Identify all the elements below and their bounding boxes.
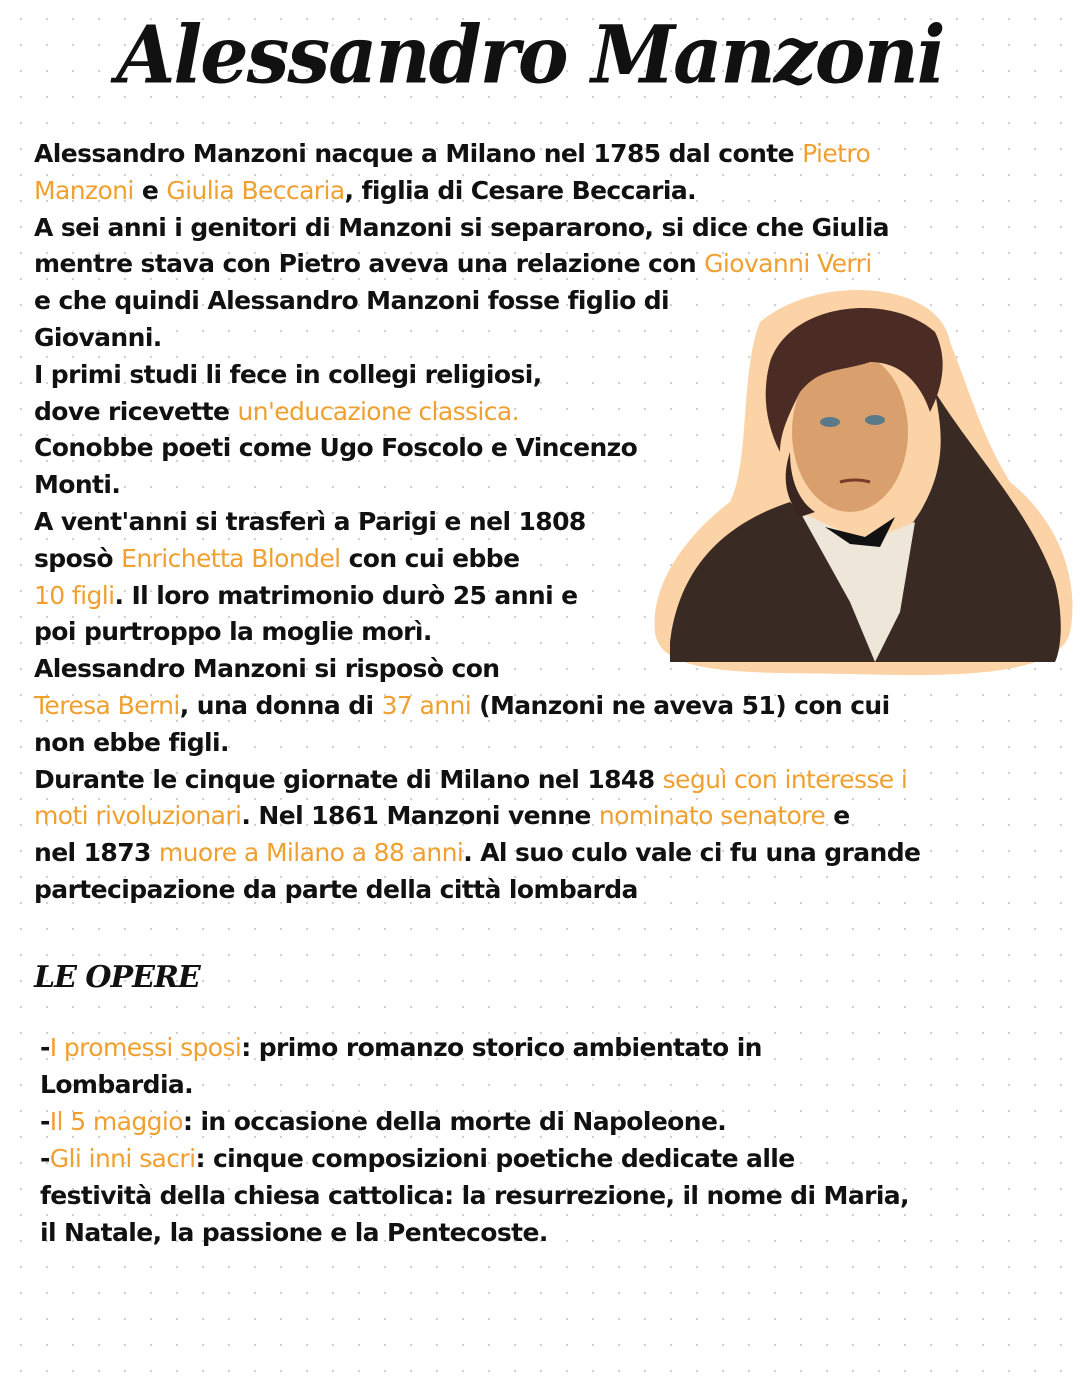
text-segment: festività della chiesa cattolica: la resurrezione, il nome di Maria, [40, 1181, 909, 1210]
text-segment: poi purtroppo la moglie morì. [34, 617, 432, 647]
text-segment: : primo romanzo storico ambientato in [241, 1033, 762, 1062]
highlighted-text: Giovanni Verri [704, 249, 872, 279]
text-line [34, 763, 907, 797]
text-line [34, 431, 637, 465]
text-segment: nel 1873 [34, 838, 159, 868]
works-heading: LE OPERE [34, 960, 200, 995]
text-line [34, 468, 120, 502]
highlighted-text: seguì con interesse i [662, 764, 908, 794]
page-title: Alessandro Manzoni [116, 7, 944, 102]
text-segment: e [133, 175, 167, 205]
text-segment: dove ricevette [34, 396, 238, 426]
text-line [34, 799, 850, 833]
highlighted-text: Enrichetta Blondel [121, 543, 341, 573]
highlighted-text: I promessi sposi [49, 1033, 242, 1062]
text-segment: : cinque composizioni poetiche dedicate alle [195, 1144, 795, 1173]
text-segment: con cui ebbe [340, 543, 520, 573]
text-line [34, 689, 890, 723]
text-segment: il Natale, la passione e la Pentecoste. [40, 1218, 548, 1247]
text-line [40, 1068, 193, 1102]
highlighted-text: Teresa Berni [34, 691, 180, 720]
text-line [34, 873, 638, 907]
text-segment: A vent'anni si trasferì a Parigi e nel 1808 [34, 507, 586, 536]
text-segment: Durante le cinque giornate di Milano nel 1848 [34, 764, 663, 794]
text-line [34, 284, 669, 318]
text-segment: e [825, 801, 850, 831]
text-line [40, 1031, 762, 1065]
highlighted-text: Gli inni sacri [49, 1144, 196, 1173]
highlighted-text: Giulia Beccaria [166, 175, 345, 205]
highlighted-text: 10 figli [34, 580, 115, 610]
highlighted-text: Il 5 maggio [49, 1107, 183, 1136]
text-segment: (Manzoni ne aveva 51) con cui [471, 691, 890, 720]
text-segment: . Il loro matrimonio durò 25 anni e [114, 580, 578, 610]
text-segment: Conobbe poeti come Ugo Foscolo e Vincenzo [34, 433, 638, 463]
text-line [34, 321, 162, 355]
text-line [34, 358, 542, 392]
text-segment: - [40, 1144, 50, 1173]
highlighted-text: nominato senatore [598, 801, 826, 831]
text-line [34, 615, 432, 649]
text-line [34, 542, 519, 576]
text-line [34, 579, 578, 613]
highlighted-text: Pietro [802, 139, 871, 168]
text-line [34, 395, 519, 429]
text-segment: Lombardia. [40, 1070, 194, 1099]
manzoni-portrait [650, 282, 1080, 682]
text-line [34, 836, 920, 870]
text-segment: : in occasione della morte di Napoleone. [182, 1107, 727, 1136]
text-line [34, 652, 500, 686]
highlighted-text: muore a Milano a 88 anni [158, 838, 464, 868]
text-line [34, 726, 229, 760]
text-line [40, 1179, 909, 1213]
text-segment: Giovanni. [34, 323, 162, 352]
text-line [40, 1216, 548, 1250]
text-segment: - [40, 1033, 50, 1062]
highlighted-text: 37 anni [381, 691, 472, 720]
text-segment: partecipazione da parte della città lombarda [34, 875, 638, 904]
text-line [34, 505, 586, 539]
text-segment: . Al suo culo vale ci fu una grande [463, 838, 921, 868]
highlighted-text: Manzoni [34, 175, 134, 205]
text-line [34, 174, 696, 208]
text-segment: Alessandro Manzoni nacque a Milano nel 1785 dal conte [34, 139, 803, 168]
text-line [34, 247, 872, 281]
text-segment: - [40, 1107, 50, 1136]
text-line [40, 1105, 726, 1139]
text-segment: , figlia di Cesare Beccaria. [344, 175, 696, 205]
text-segment: mentre stava con Pietro aveva una relazione con [34, 249, 705, 279]
text-segment: , una donna di [179, 691, 382, 720]
text-segment: e che quindi Alessandro Manzoni fosse figlio di [34, 286, 670, 316]
text-segment: Alessandro Manzoni si risposò con [34, 654, 500, 684]
text-line [34, 137, 870, 171]
text-segment: I primi studi li fece in collegi religiosi, [34, 359, 542, 389]
text-segment: sposò [34, 543, 122, 573]
text-line [40, 1142, 795, 1176]
highlighted-text: moti rivoluzionari [34, 801, 242, 831]
highlighted-text: un'educazione classica. [237, 396, 519, 426]
text-segment: . Nel 1861 Manzoni venne [241, 801, 599, 831]
text-segment: non ebbe figli. [34, 727, 229, 757]
text-segment: Monti. [34, 470, 121, 500]
text-segment: A sei anni i genitori di Manzoni si separarono, si dice che Giulia [34, 212, 889, 242]
text-line [34, 211, 889, 245]
